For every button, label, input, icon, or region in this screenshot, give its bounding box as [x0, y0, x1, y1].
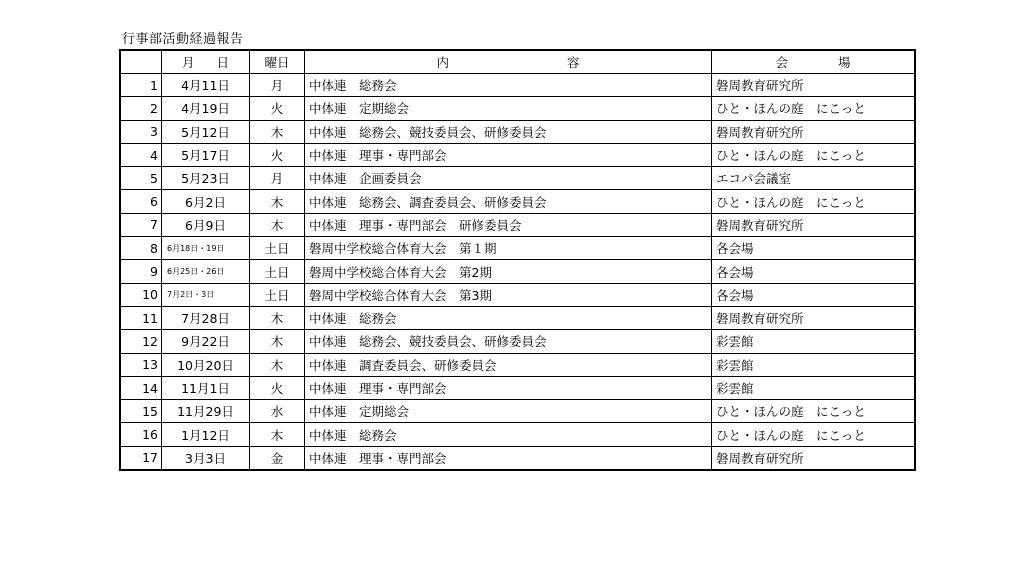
- row-number: 4: [120, 143, 162, 166]
- row-venue: 磐周教育研究所: [712, 120, 916, 143]
- row-date: 7月28日: [162, 306, 250, 329]
- row-date: 5月12日: [162, 120, 250, 143]
- activity-report-table: [119, 49, 916, 471]
- row-content: 中体連 総務会、競技委員会、研修委員会: [305, 120, 712, 143]
- row-date: 4月19日: [162, 97, 250, 120]
- row-content: 中体連 定期総会: [305, 97, 712, 120]
- row-day-of-week: 木: [250, 213, 305, 236]
- header-content-part-b: 容: [567, 55, 580, 70]
- row-number: 15: [120, 400, 162, 423]
- table-row: [120, 74, 915, 97]
- row-content: 磐周中学校総合体育大会 第１期: [305, 237, 712, 260]
- row-venue: 各会場: [712, 283, 916, 306]
- header-day-of-week: 曜日: [250, 50, 305, 74]
- row-date: 9月22日: [162, 330, 250, 353]
- table-row: [120, 306, 915, 329]
- row-date: 3月3日: [162, 446, 250, 470]
- header-venue: [712, 50, 916, 74]
- row-day-of-week: 土日: [250, 260, 305, 283]
- row-venue: 磐周教育研究所: [712, 306, 916, 329]
- row-venue: 彩雲館: [712, 353, 916, 376]
- row-content: 中体連 理事・専門部会: [305, 376, 712, 399]
- row-content: 中体連 定期総会: [305, 400, 712, 423]
- row-venue: 各会場: [712, 260, 916, 283]
- row-date: 11月1日: [162, 376, 250, 399]
- row-number: 8: [120, 237, 162, 260]
- row-number: 6: [120, 190, 162, 213]
- row-venue: 各会場: [712, 237, 916, 260]
- row-content: 中体連 総務会: [305, 306, 712, 329]
- header-venue-part-b: 場: [838, 55, 851, 70]
- row-day-of-week: 月: [250, 167, 305, 190]
- row-number: 7: [120, 213, 162, 236]
- row-number: 17: [120, 446, 162, 470]
- row-day-of-week: 火: [250, 376, 305, 399]
- row-content: 中体連 理事・専門部会 研修委員会: [305, 213, 712, 236]
- row-day-of-week: 木: [250, 190, 305, 213]
- row-content: 中体連 理事・専門部会: [305, 143, 712, 166]
- row-date: 11月29日: [162, 400, 250, 423]
- row-day-of-week: 木: [250, 330, 305, 353]
- table-row: [120, 376, 915, 399]
- row-venue: ひと・ほんの庭 にこっと: [712, 143, 916, 166]
- row-number: 11: [120, 306, 162, 329]
- row-day-of-week: 土日: [250, 283, 305, 306]
- header-no: [120, 50, 162, 74]
- row-number: 5: [120, 167, 162, 190]
- row-venue: 彩雲館: [712, 330, 916, 353]
- row-venue: ひと・ほんの庭 にこっと: [712, 97, 916, 120]
- row-day-of-week: 木: [250, 120, 305, 143]
- row-day-of-week: 水: [250, 400, 305, 423]
- row-day-of-week: 金: [250, 446, 305, 470]
- row-venue: 磐周教育研究所: [712, 446, 916, 470]
- table-row: [120, 143, 915, 166]
- row-content: 中体連 企画委員会: [305, 167, 712, 190]
- row-day-of-week: 月: [250, 74, 305, 97]
- row-venue: ひと・ほんの庭 にこっと: [712, 400, 916, 423]
- table-row: [120, 400, 915, 423]
- row-number: 12: [120, 330, 162, 353]
- page-title: 行事部活動経過報告: [122, 32, 244, 47]
- table-row: [120, 120, 915, 143]
- row-number: 16: [120, 423, 162, 446]
- row-date: 5月17日: [162, 143, 250, 166]
- row-venue: ひと・ほんの庭 にこっと: [712, 190, 916, 213]
- row-venue: 磐周教育研究所: [712, 213, 916, 236]
- row-number: 2: [120, 97, 162, 120]
- row-number: 1: [120, 74, 162, 97]
- row-day-of-week: 木: [250, 306, 305, 329]
- table-row: [120, 423, 915, 446]
- row-content: 中体連 総務会: [305, 423, 712, 446]
- row-date: 6月18日・19日: [162, 237, 250, 260]
- row-date: 5月23日: [162, 167, 250, 190]
- table-row: [120, 167, 915, 190]
- row-venue: 彩雲館: [712, 376, 916, 399]
- table-row: [120, 283, 915, 306]
- row-day-of-week: 木: [250, 423, 305, 446]
- header-content-part-a: 内: [436, 55, 449, 70]
- row-content: 中体連 総務会、調査委員会、研修委員会: [305, 190, 712, 213]
- row-date: 7月2日・3日: [162, 283, 250, 306]
- table-row: [120, 330, 915, 353]
- row-number: 14: [120, 376, 162, 399]
- row-venue: ひと・ほんの庭 にこっと: [712, 423, 916, 446]
- row-day-of-week: 土日: [250, 237, 305, 260]
- row-day-of-week: 木: [250, 353, 305, 376]
- row-number: 9: [120, 260, 162, 283]
- row-date: 6月9日: [162, 213, 250, 236]
- table-row: [120, 237, 915, 260]
- row-date: 6月25日・26日: [162, 260, 250, 283]
- table-row: [120, 190, 915, 213]
- row-content: 中体連 理事・専門部会: [305, 446, 712, 470]
- row-day-of-week: 火: [250, 143, 305, 166]
- header-content: [305, 50, 712, 74]
- row-number: 13: [120, 353, 162, 376]
- table-row: [120, 97, 915, 120]
- row-day-of-week: 火: [250, 97, 305, 120]
- row-venue: エコパ会議室: [712, 167, 916, 190]
- row-date: 6月2日: [162, 190, 250, 213]
- header-date: 月 日: [162, 50, 250, 74]
- table-row: [120, 260, 915, 283]
- row-content: 中体連 調査委員会、研修委員会: [305, 353, 712, 376]
- row-date: 1月12日: [162, 423, 250, 446]
- table-row: [120, 353, 915, 376]
- row-venue: 磐周教育研究所: [712, 74, 916, 97]
- table-row: [120, 446, 915, 470]
- row-number: 3: [120, 120, 162, 143]
- row-date: 10月20日: [162, 353, 250, 376]
- row-number: 10: [120, 283, 162, 306]
- header-venue-part-a: 会: [775, 55, 788, 70]
- table-row: [120, 213, 915, 236]
- row-content: 磐周中学校総合体育大会 第2期: [305, 260, 712, 283]
- row-date: 4月11日: [162, 74, 250, 97]
- row-content: 中体連 総務会、競技委員会、研修委員会: [305, 330, 712, 353]
- row-content: 中体連 総務会: [305, 74, 712, 97]
- row-content: 磐周中学校総合体育大会 第3期: [305, 283, 712, 306]
- table-header-row: [120, 50, 915, 74]
